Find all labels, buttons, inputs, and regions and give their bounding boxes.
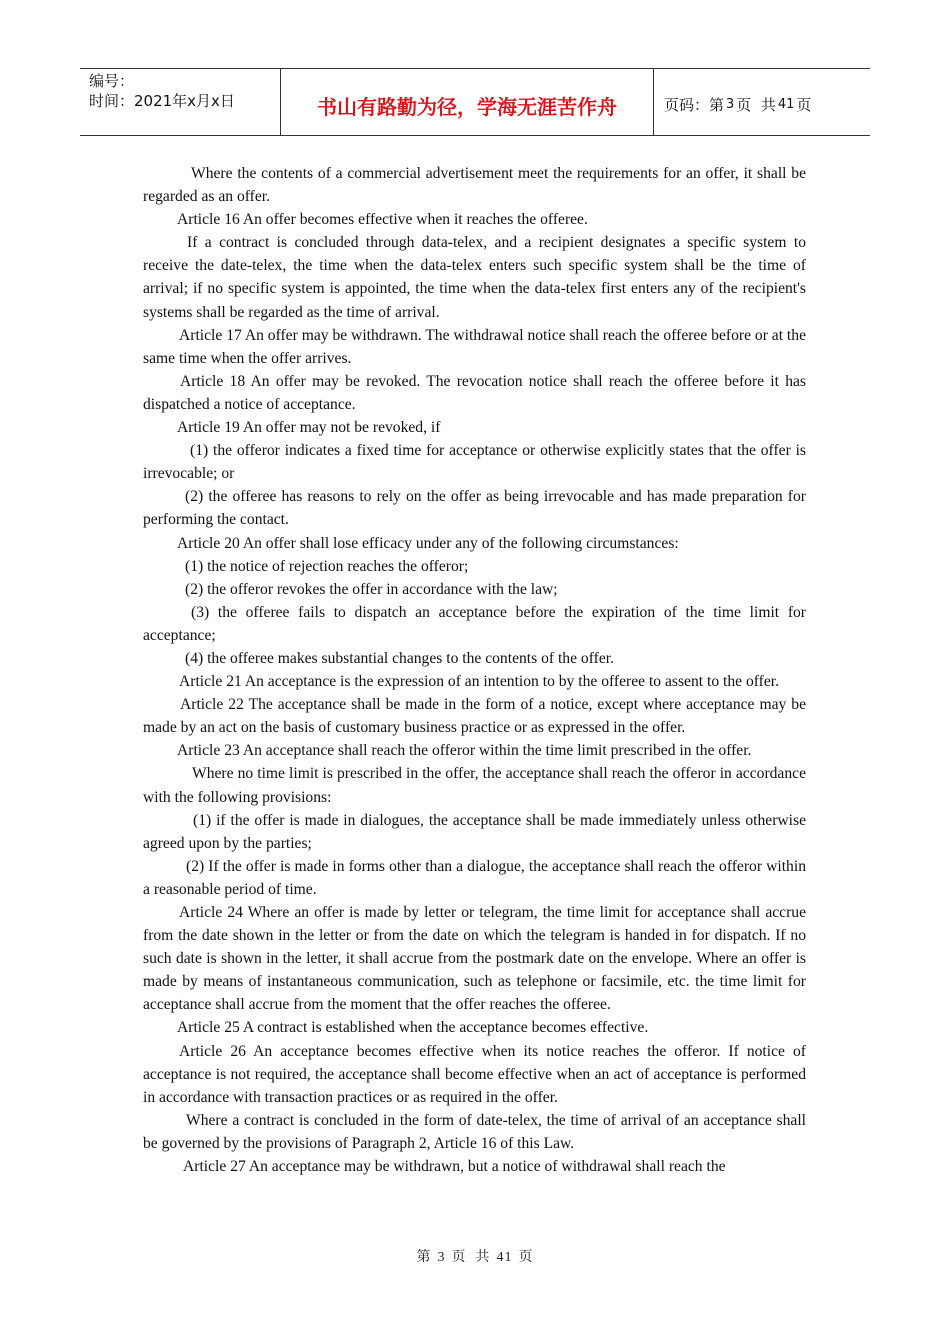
header-meta — [80, 69, 281, 135]
body-paragraph: (1) if the offer is made in dialogues, the acceptance shall be made immediately unless otherwise agreed upon by the parties; — [143, 811, 806, 852]
body-paragraph: Article 20 An offer shall lose efficacy under any of the following circumstances: — [177, 534, 679, 552]
body-paragraph: (2) If the offer is made in forms other than a dialogue, the acceptance shall reach the offeror within a reasonable period of time. — [143, 857, 806, 898]
body-paragraph: Where the contents of a commercial advertisement meet the requirements for an offer, it shall be regarded as an offer. — [143, 165, 806, 206]
page-footer — [0, 1246, 950, 1266]
header-page-info — [654, 69, 870, 135]
body-paragraph: Article 27 An acceptance may be withdrawn, but a notice of withdrawal shall reach the — [183, 1158, 726, 1176]
footer-mid: 页 共 — [451, 1250, 491, 1265]
body-paragraph: (3) the offeree fails to dispatch an acceptance before the expiration of the time limit for acceptance; — [143, 603, 806, 644]
body-paragraph: Article 26 An acceptance becomes effective when its notice reaches the offeror. If notice of acceptance is not required, the acceptance shall become effective when an act of acceptance is performed in accordance with transaction practices or as required in the offer. — [143, 1042, 806, 1106]
body-paragraph: (2) the offeree has reasons to rely on the offer as being irrevocable and has made preparation for performing the contact. — [143, 488, 806, 529]
body-paragraph: Article 24 Where an offer is made by letter or telegram, the time limit for acceptance shall accrue from the date shown in the letter or from the date on which the telegram is handed in for dispatch. If no such date is shown in the letter, it shall accrue from the postmark date on the envelope. Where an offer is made by means of instantaneous communication, such as telephone or facsimile, etc. the time limit for acceptance shall accrue from the moment that the offer reaches the offeree. — [143, 904, 806, 1014]
footer-prefix: 第 — [416, 1250, 432, 1265]
body-paragraph: Article 18 An offer may be revoked. The revocation notice shall reach the offeree before it has dispatched a notice of acceptance. — [143, 372, 806, 413]
time-label: 时间：2021年x月x日 — [89, 92, 235, 110]
body-paragraph: Article 22 The acceptance shall be made in the form of a notice, except where acceptance may be made by an act on the basis of customary business practice or as expressed in the offer. — [143, 696, 806, 737]
header-page-total: 41 — [777, 96, 795, 112]
body-paragraph: Article 19 An offer may not be revoked, if — [177, 419, 441, 437]
body-paragraph: Article 25 A contract is established when the acceptance becomes effective. — [177, 1019, 649, 1037]
footer-suffix: 页 — [518, 1250, 534, 1265]
body-paragraph: Where a contract is concluded in the form of date-telex, the time of arrival of an acceptance shall be governed by the provisions of Paragraph 2, Article 16 of this Law. — [143, 1111, 806, 1152]
footer-current: 3 — [437, 1250, 446, 1265]
footer-total: 41 — [496, 1250, 513, 1265]
body-paragraph: (1) the notice of rejection reaches the offeror; — [185, 557, 469, 575]
body-paragraph: Article 23 An acceptance shall reach the offeror within the time limit prescribed in the offer. — [177, 742, 752, 760]
header-page-mid: 页 共 — [736, 95, 776, 114]
body-paragraph: Article 16 An offer becomes effective when it reaches the offeree. — [177, 211, 588, 229]
body-paragraph: If a contract is concluded through data-telex, and a recipient designates a specific system to receive the date-telex, the time when the data-telex enters such specific system shall be the time of arrival; if no specific system is appointed, the time when the data-telex first enters any of the recipient's systems shall be regarded as the time of arrival. — [143, 234, 806, 321]
serial-label: 编号： — [89, 72, 135, 90]
document-body — [143, 162, 806, 1178]
body-paragraph: (4) the offeree makes substantial changes to the contents of the offer. — [185, 649, 614, 667]
body-paragraph: Where no time limit is prescribed in the offer, the acceptance shall reach the offeror in accordance with the following provisions: — [143, 765, 806, 806]
body-paragraph: (1) the offeror indicates a fixed time for acceptance or otherwise explicitly states that the offer is irrevocable; or — [143, 442, 806, 483]
page-header — [80, 68, 870, 136]
body-paragraph: (2) the offeror revokes the offer in accordance with the law; — [185, 580, 558, 598]
body-paragraph: Article 17 An offer may be withdrawn. The withdrawal notice shall reach the offeree before or at the same time when the offer arrives. — [143, 326, 806, 367]
header-page-suffix: 页 — [796, 95, 812, 114]
body-paragraph: Article 21 An acceptance is the expression of an intention to by the offeree to assent to the offer. — [179, 673, 780, 691]
header-page-current: 3 — [726, 96, 735, 112]
header-motto: 书山有路勤为径，学海无涯苦作舟 — [281, 69, 654, 135]
header-page-prefix: 页码：第 — [664, 95, 725, 114]
